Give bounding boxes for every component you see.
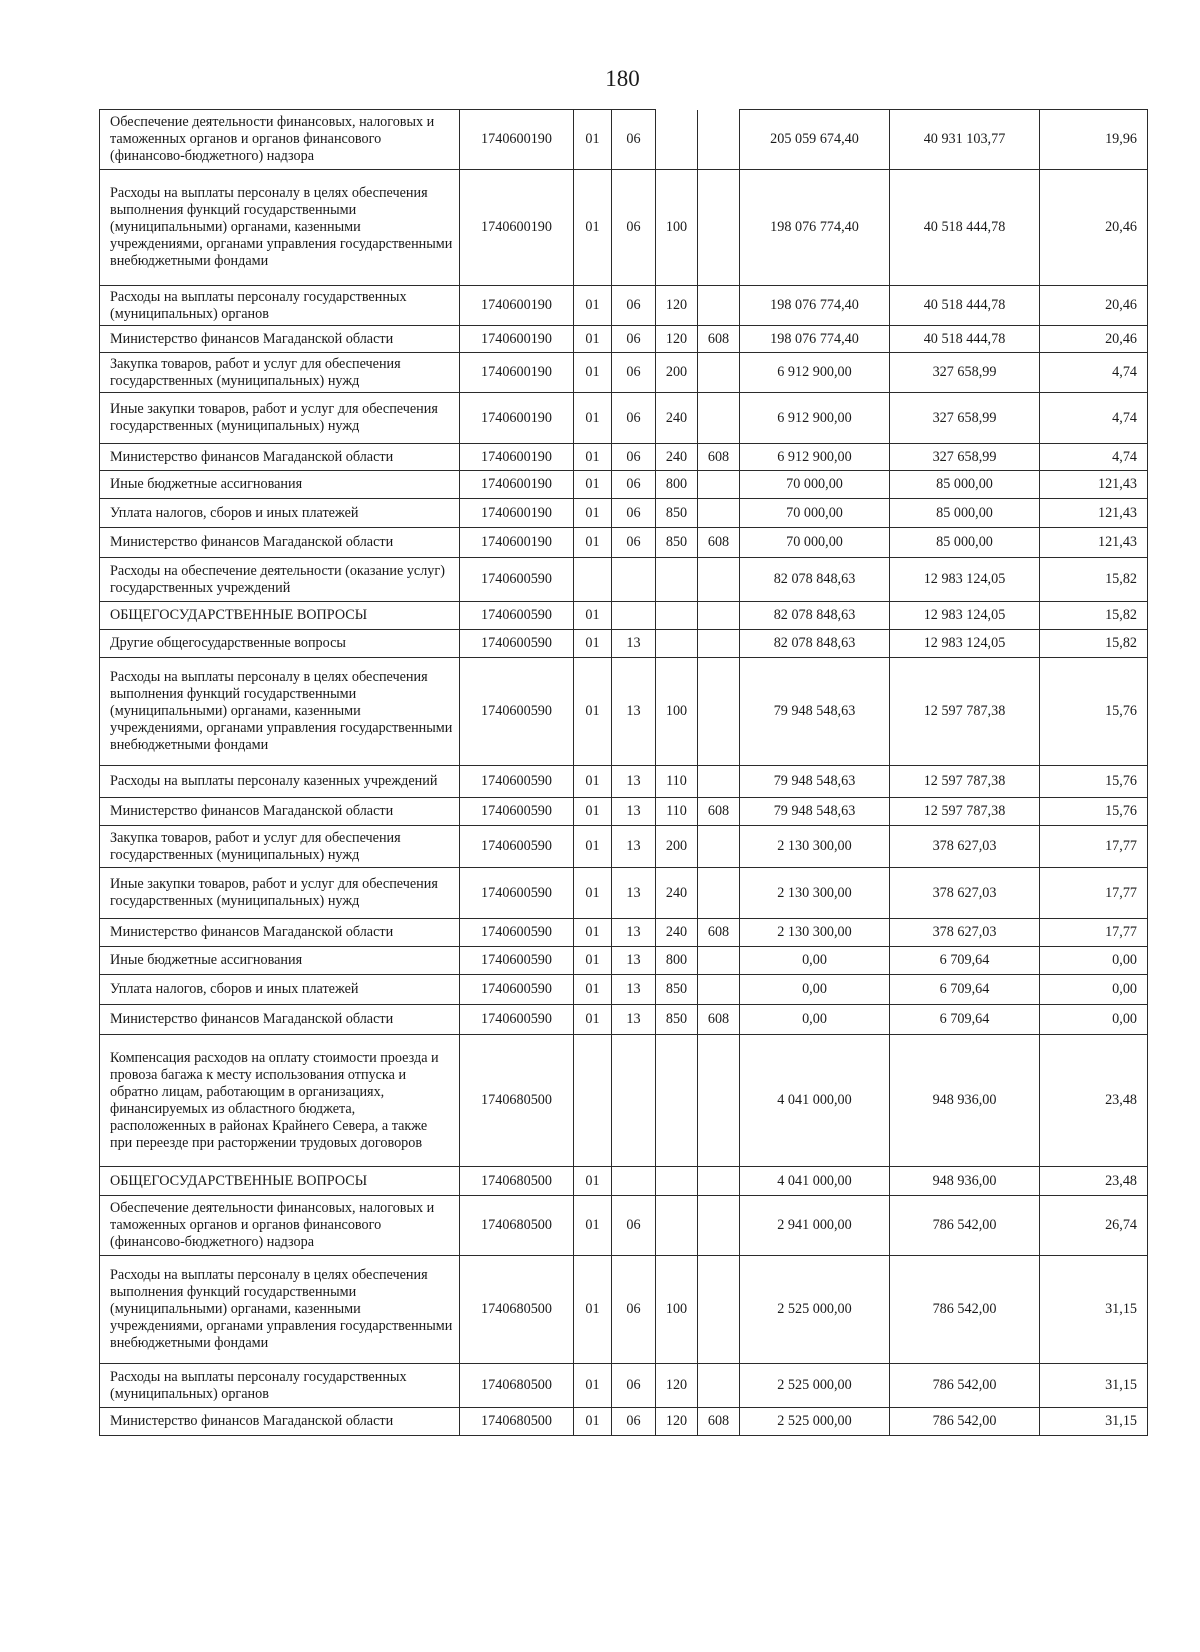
planned-amount: 2 130 300,00 — [740, 868, 890, 919]
section-code: 01 — [574, 868, 612, 919]
table-row — [100, 1035, 1148, 1167]
execution-percent: 23,48 — [1040, 1167, 1148, 1196]
subsection-code — [612, 558, 656, 602]
administrator-code — [698, 471, 740, 499]
actual-amount: 786 542,00 — [890, 1364, 1040, 1408]
target-article-code: 1740680500 — [460, 1408, 574, 1436]
target-article-code: 1740600590 — [460, 558, 574, 602]
row-description: ОБЩЕГОСУДАРСТВЕННЫЕ ВОПРОСЫ — [100, 602, 460, 630]
target-article-code: 1740600190 — [460, 326, 574, 353]
table-row — [100, 1167, 1148, 1196]
actual-amount: 786 542,00 — [890, 1408, 1040, 1436]
administrator-code — [698, 170, 740, 286]
actual-amount: 378 627,03 — [890, 919, 1040, 947]
subsection-code: 06 — [612, 1196, 656, 1256]
section-code: 01 — [574, 1408, 612, 1436]
planned-amount: 198 076 774,40 — [740, 170, 890, 286]
table-row — [100, 528, 1148, 558]
administrator-code: 608 — [698, 444, 740, 471]
target-article-code: 1740600590 — [460, 630, 574, 658]
actual-amount: 6 709,64 — [890, 947, 1040, 975]
execution-percent: 121,43 — [1040, 471, 1148, 499]
subsection-code: 06 — [612, 353, 656, 393]
subsection-code: 06 — [612, 326, 656, 353]
planned-amount: 0,00 — [740, 947, 890, 975]
planned-amount: 2 130 300,00 — [740, 826, 890, 868]
planned-amount: 70 000,00 — [740, 499, 890, 528]
execution-percent: 121,43 — [1040, 499, 1148, 528]
table-row — [100, 471, 1148, 499]
table-row — [100, 947, 1148, 975]
subsection-code: 13 — [612, 975, 656, 1005]
section-code: 01 — [574, 919, 612, 947]
table-row — [100, 286, 1148, 326]
subsection-code: 13 — [612, 919, 656, 947]
administrator-code: 608 — [698, 326, 740, 353]
row-description: Иные бюджетные ассигнования — [100, 947, 460, 975]
planned-amount: 82 078 848,63 — [740, 558, 890, 602]
actual-amount: 40 518 444,78 — [890, 326, 1040, 353]
administrator-code — [698, 975, 740, 1005]
expense-type-code — [656, 630, 698, 658]
expense-type-code: 850 — [656, 499, 698, 528]
row-description: Министерство финансов Магаданской области — [100, 444, 460, 471]
administrator-code: 608 — [698, 919, 740, 947]
actual-amount: 12 983 124,05 — [890, 602, 1040, 630]
expense-type-code: 850 — [656, 975, 698, 1005]
section-code: 01 — [574, 766, 612, 798]
row-description: Закупка товаров, работ и услуг для обеспечения государственных (муниципальных) нужд — [100, 826, 460, 868]
expense-type-code — [656, 110, 698, 170]
target-article-code: 1740600590 — [460, 919, 574, 947]
target-article-code: 1740600590 — [460, 798, 574, 826]
planned-amount: 82 078 848,63 — [740, 602, 890, 630]
section-code: 01 — [574, 947, 612, 975]
administrator-code: 608 — [698, 528, 740, 558]
row-description: Расходы на обеспечение деятельности (оказание услуг) государственных учреждений — [100, 558, 460, 602]
target-article-code: 1740680500 — [460, 1035, 574, 1167]
execution-percent: 31,15 — [1040, 1408, 1148, 1436]
target-article-code: 1740600190 — [460, 170, 574, 286]
expense-type-code — [656, 1167, 698, 1196]
subsection-code: 06 — [612, 1256, 656, 1364]
table-row — [100, 1196, 1148, 1256]
administrator-code — [698, 868, 740, 919]
actual-amount: 948 936,00 — [890, 1035, 1040, 1167]
actual-amount: 85 000,00 — [890, 471, 1040, 499]
actual-amount: 327 658,99 — [890, 353, 1040, 393]
execution-percent: 4,74 — [1040, 393, 1148, 444]
row-description: Иные закупки товаров, работ и услуг для обеспечения государственных (муниципальных) нужд — [100, 393, 460, 444]
table-row — [100, 170, 1148, 286]
subsection-code: 06 — [612, 471, 656, 499]
row-description: Министерство финансов Магаданской области — [100, 326, 460, 353]
section-code: 01 — [574, 471, 612, 499]
row-description: Обеспечение деятельности финансовых, налоговых и таможенных органов и органов финансового (финансово-бюджетного) надзора — [100, 1196, 460, 1256]
administrator-code — [698, 766, 740, 798]
section-code: 01 — [574, 602, 612, 630]
table-row — [100, 975, 1148, 1005]
planned-amount: 70 000,00 — [740, 471, 890, 499]
section-code: 01 — [574, 353, 612, 393]
row-description: Расходы на выплаты персоналу в целях обеспечения выполнения функций государственными (муниципальными) органами, казенными учреждениями, органами управления государственными внебюджетными фондами — [100, 658, 460, 766]
row-description: Министерство финансов Магаданской области — [100, 1408, 460, 1436]
subsection-code: 06 — [612, 286, 656, 326]
expense-type-code — [656, 602, 698, 630]
subsection-code: 13 — [612, 766, 656, 798]
row-description: Расходы на выплаты персоналу государственных (муниципальных) органов — [100, 1364, 460, 1408]
row-description: Министерство финансов Магаданской области — [100, 798, 460, 826]
subsection-code: 06 — [612, 110, 656, 170]
actual-amount: 85 000,00 — [890, 499, 1040, 528]
subsection-code: 13 — [612, 630, 656, 658]
section-code: 01 — [574, 975, 612, 1005]
planned-amount: 4 041 000,00 — [740, 1167, 890, 1196]
execution-percent: 0,00 — [1040, 975, 1148, 1005]
administrator-code — [698, 658, 740, 766]
table-row — [100, 826, 1148, 868]
execution-percent: 19,96 — [1040, 110, 1148, 170]
expense-type-code: 800 — [656, 947, 698, 975]
execution-percent: 121,43 — [1040, 528, 1148, 558]
execution-percent: 31,15 — [1040, 1256, 1148, 1364]
target-article-code: 1740600590 — [460, 947, 574, 975]
execution-percent: 0,00 — [1040, 947, 1148, 975]
row-description: Другие общегосударственные вопросы — [100, 630, 460, 658]
subsection-code: 13 — [612, 1005, 656, 1035]
section-code: 01 — [574, 826, 612, 868]
administrator-code: 608 — [698, 1408, 740, 1436]
subsection-code — [612, 1167, 656, 1196]
actual-amount: 12 597 787,38 — [890, 766, 1040, 798]
target-article-code: 1740600190 — [460, 444, 574, 471]
target-article-code: 1740600590 — [460, 975, 574, 1005]
row-description: Уплата налогов, сборов и иных платежей — [100, 499, 460, 528]
execution-percent: 26,74 — [1040, 1196, 1148, 1256]
table-row — [100, 558, 1148, 602]
execution-percent: 15,76 — [1040, 766, 1148, 798]
expense-type-code: 100 — [656, 170, 698, 286]
subsection-code — [612, 602, 656, 630]
actual-amount: 378 627,03 — [890, 826, 1040, 868]
actual-amount: 12 983 124,05 — [890, 630, 1040, 658]
table-row — [100, 798, 1148, 826]
planned-amount: 79 948 548,63 — [740, 798, 890, 826]
table-row — [100, 1364, 1148, 1408]
target-article-code: 1740600590 — [460, 1005, 574, 1035]
row-description: Расходы на выплаты персоналу государственных (муниципальных) органов — [100, 286, 460, 326]
row-description: Иные бюджетные ассигнования — [100, 471, 460, 499]
administrator-code — [698, 110, 740, 170]
planned-amount: 6 912 900,00 — [740, 393, 890, 444]
administrator-code — [698, 499, 740, 528]
section-code: 01 — [574, 1167, 612, 1196]
section-code: 01 — [574, 499, 612, 528]
planned-amount: 2 525 000,00 — [740, 1364, 890, 1408]
subsection-code: 13 — [612, 798, 656, 826]
execution-percent: 17,77 — [1040, 826, 1148, 868]
actual-amount: 378 627,03 — [890, 868, 1040, 919]
planned-amount: 2 941 000,00 — [740, 1196, 890, 1256]
table-row — [100, 499, 1148, 528]
table-row — [100, 868, 1148, 919]
section-code: 01 — [574, 326, 612, 353]
subsection-code: 06 — [612, 1364, 656, 1408]
planned-amount: 6 912 900,00 — [740, 353, 890, 393]
subsection-code — [612, 1035, 656, 1167]
section-code: 01 — [574, 444, 612, 471]
target-article-code: 1740600590 — [460, 602, 574, 630]
section-code: 01 — [574, 110, 612, 170]
target-article-code: 1740600590 — [460, 658, 574, 766]
row-description: Обеспечение деятельности финансовых, налоговых и таможенных органов и органов финансового (финансово-бюджетного) надзора — [100, 110, 460, 170]
target-article-code: 1740680500 — [460, 1364, 574, 1408]
target-article-code: 1740600190 — [460, 286, 574, 326]
administrator-code — [698, 1256, 740, 1364]
subsection-code: 06 — [612, 393, 656, 444]
target-article-code: 1740600590 — [460, 766, 574, 798]
target-article-code: 1740680500 — [460, 1256, 574, 1364]
target-article-code: 1740600190 — [460, 528, 574, 558]
section-code: 01 — [574, 658, 612, 766]
expense-type-code: 240 — [656, 444, 698, 471]
expense-type-code: 120 — [656, 1364, 698, 1408]
planned-amount: 79 948 548,63 — [740, 766, 890, 798]
administrator-code: 608 — [698, 798, 740, 826]
subsection-code: 13 — [612, 826, 656, 868]
section-code — [574, 558, 612, 602]
row-description: Уплата налогов, сборов и иных платежей — [100, 975, 460, 1005]
row-description: Расходы на выплаты персоналу в целях обеспечения выполнения функций государственными (муниципальными) органами, казенными учреждениями, органами управления государственными внебюджетными фондами — [100, 170, 460, 286]
target-article-code: 1740600590 — [460, 868, 574, 919]
planned-amount: 2 525 000,00 — [740, 1408, 890, 1436]
subsection-code: 13 — [612, 868, 656, 919]
subsection-code: 13 — [612, 658, 656, 766]
planned-amount: 82 078 848,63 — [740, 630, 890, 658]
planned-amount: 70 000,00 — [740, 528, 890, 558]
execution-percent: 17,77 — [1040, 919, 1148, 947]
target-article-code: 1740600190 — [460, 110, 574, 170]
row-description: Иные закупки товаров, работ и услуг для обеспечения государственных (муниципальных) нужд — [100, 868, 460, 919]
expense-type-code: 850 — [656, 528, 698, 558]
actual-amount: 786 542,00 — [890, 1196, 1040, 1256]
administrator-code — [698, 393, 740, 444]
section-code: 01 — [574, 286, 612, 326]
planned-amount: 198 076 774,40 — [740, 326, 890, 353]
target-article-code: 1740600190 — [460, 499, 574, 528]
row-description: Расходы на выплаты персоналу казенных учреждений — [100, 766, 460, 798]
expense-type-code — [656, 558, 698, 602]
planned-amount: 2 525 000,00 — [740, 1256, 890, 1364]
section-code: 01 — [574, 170, 612, 286]
section-code: 01 — [574, 1196, 612, 1256]
section-code: 01 — [574, 1256, 612, 1364]
subsection-code: 06 — [612, 528, 656, 558]
administrator-code — [698, 1167, 740, 1196]
section-code: 01 — [574, 528, 612, 558]
table-row — [100, 353, 1148, 393]
actual-amount: 6 709,64 — [890, 1005, 1040, 1035]
actual-amount: 40 931 103,77 — [890, 110, 1040, 170]
target-article-code: 1740680500 — [460, 1196, 574, 1256]
execution-percent: 15,76 — [1040, 658, 1148, 766]
subsection-code: 06 — [612, 499, 656, 528]
actual-amount: 12 597 787,38 — [890, 798, 1040, 826]
section-code: 01 — [574, 1005, 612, 1035]
planned-amount: 205 059 674,40 — [740, 110, 890, 170]
row-description: Министерство финансов Магаданской области — [100, 528, 460, 558]
row-description: Закупка товаров, работ и услуг для обеспечения государственных (муниципальных) нужд — [100, 353, 460, 393]
expense-type-code: 100 — [656, 1256, 698, 1364]
section-code: 01 — [574, 393, 612, 444]
row-description: Министерство финансов Магаданской области — [100, 919, 460, 947]
expense-type-code: 240 — [656, 868, 698, 919]
actual-amount: 12 983 124,05 — [890, 558, 1040, 602]
subsection-code: 06 — [612, 444, 656, 471]
subsection-code: 06 — [612, 170, 656, 286]
actual-amount: 327 658,99 — [890, 393, 1040, 444]
expense-type-code: 110 — [656, 766, 698, 798]
subsection-code: 13 — [612, 947, 656, 975]
execution-percent: 4,74 — [1040, 444, 1148, 471]
table-row — [100, 444, 1148, 471]
section-code: 01 — [574, 798, 612, 826]
table-row — [100, 1256, 1148, 1364]
expense-type-code — [656, 1196, 698, 1256]
table-row — [100, 766, 1148, 798]
administrator-code — [698, 826, 740, 868]
actual-amount: 40 518 444,78 — [890, 286, 1040, 326]
administrator-code — [698, 353, 740, 393]
table-row — [100, 393, 1148, 444]
expense-type-code: 200 — [656, 826, 698, 868]
execution-percent: 20,46 — [1040, 286, 1148, 326]
target-article-code: 1740600590 — [460, 826, 574, 868]
expense-type-code: 240 — [656, 919, 698, 947]
table-row — [100, 630, 1148, 658]
administrator-code — [698, 630, 740, 658]
actual-amount: 6 709,64 — [890, 975, 1040, 1005]
actual-amount: 327 658,99 — [890, 444, 1040, 471]
budget-table — [99, 109, 1148, 1436]
administrator-code — [698, 947, 740, 975]
execution-percent: 17,77 — [1040, 868, 1148, 919]
expense-type-code: 800 — [656, 471, 698, 499]
expense-type-code: 110 — [656, 798, 698, 826]
section-code — [574, 1035, 612, 1167]
actual-amount: 786 542,00 — [890, 1256, 1040, 1364]
row-description: Министерство финансов Магаданской области — [100, 1005, 460, 1035]
target-article-code: 1740600190 — [460, 393, 574, 444]
actual-amount: 85 000,00 — [890, 528, 1040, 558]
execution-percent: 0,00 — [1040, 1005, 1148, 1035]
expense-type-code: 850 — [656, 1005, 698, 1035]
row-description: Расходы на выплаты персоналу в целях обеспечения выполнения функций государственными (муниципальными) органами, казенными учреждениями, органами управления государственными внебюджетными фондами — [100, 1256, 460, 1364]
execution-percent: 15,82 — [1040, 630, 1148, 658]
expense-type-code: 120 — [656, 1408, 698, 1436]
table-row — [100, 658, 1148, 766]
planned-amount: 198 076 774,40 — [740, 286, 890, 326]
execution-percent: 20,46 — [1040, 170, 1148, 286]
table-row — [100, 602, 1148, 630]
planned-amount: 4 041 000,00 — [740, 1035, 890, 1167]
execution-percent: 20,46 — [1040, 326, 1148, 353]
execution-percent: 15,82 — [1040, 602, 1148, 630]
table-row — [100, 326, 1148, 353]
planned-amount: 0,00 — [740, 1005, 890, 1035]
expense-type-code: 120 — [656, 326, 698, 353]
row-description: ОБЩЕГОСУДАРСТВЕННЫЕ ВОПРОСЫ — [100, 1167, 460, 1196]
administrator-code — [698, 602, 740, 630]
administrator-code — [698, 1196, 740, 1256]
execution-percent: 4,74 — [1040, 353, 1148, 393]
planned-amount: 6 912 900,00 — [740, 444, 890, 471]
expense-type-code: 100 — [656, 658, 698, 766]
table-row — [100, 1005, 1148, 1035]
administrator-code — [698, 1364, 740, 1408]
expense-type-code: 240 — [656, 393, 698, 444]
execution-percent: 15,76 — [1040, 798, 1148, 826]
section-code: 01 — [574, 1364, 612, 1408]
target-article-code: 1740600190 — [460, 471, 574, 499]
planned-amount: 79 948 548,63 — [740, 658, 890, 766]
execution-percent: 15,82 — [1040, 558, 1148, 602]
table-row — [100, 110, 1148, 170]
administrator-code — [698, 286, 740, 326]
administrator-code — [698, 1035, 740, 1167]
expense-type-code: 120 — [656, 286, 698, 326]
execution-percent: 31,15 — [1040, 1364, 1148, 1408]
execution-percent: 23,48 — [1040, 1035, 1148, 1167]
target-article-code: 1740600190 — [460, 353, 574, 393]
target-article-code: 1740680500 — [460, 1167, 574, 1196]
table-row — [100, 1408, 1148, 1436]
subsection-code: 06 — [612, 1408, 656, 1436]
actual-amount: 12 597 787,38 — [890, 658, 1040, 766]
administrator-code — [698, 558, 740, 602]
expense-type-code — [656, 1035, 698, 1167]
actual-amount: 948 936,00 — [890, 1167, 1040, 1196]
planned-amount: 2 130 300,00 — [740, 919, 890, 947]
row-description: Компенсация расходов на оплату стоимости проезда и провоза багажа к месту использования отпуска и обратно лицам, работающим в организациях, финансируемых из областного бюджета, расположенных в районах Крайнего Севера, а также при переезде при расторжении трудовых договоров — [100, 1035, 460, 1167]
administrator-code: 608 — [698, 1005, 740, 1035]
planned-amount: 0,00 — [740, 975, 890, 1005]
expense-type-code: 200 — [656, 353, 698, 393]
section-code: 01 — [574, 630, 612, 658]
table-body — [100, 110, 1148, 1436]
table-row — [100, 919, 1148, 947]
actual-amount: 40 518 444,78 — [890, 170, 1040, 286]
page-number: 180 — [605, 66, 640, 91]
